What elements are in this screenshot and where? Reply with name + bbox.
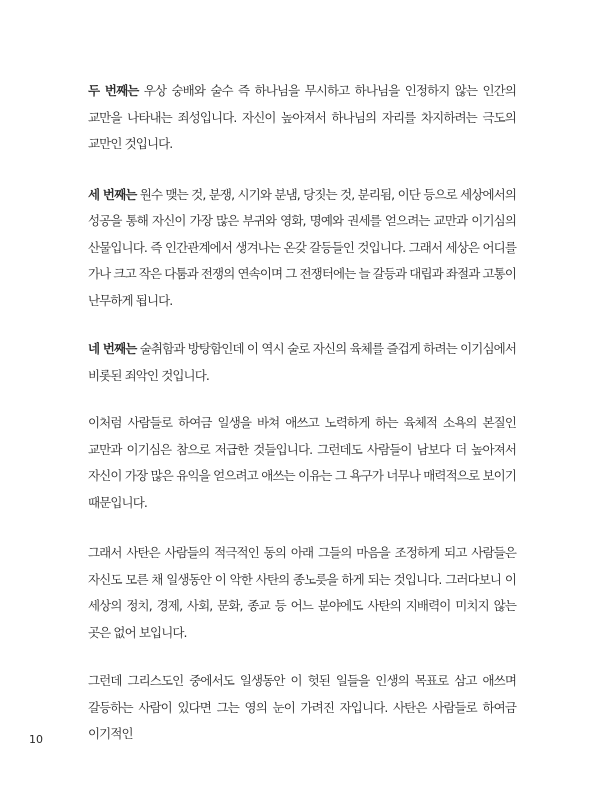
paragraph-text: 원수 맺는 것, 분쟁, 시기와 분냄, 당짓는 것, 분리됨, 이단 등으로 세상에서의 성공을 통해 자신이 가장 많은 부귀와 영화, 명예와 권세를 얻으려는 교만과 이기심의 산물입니다. 즉 인간관계에서 생겨나는 온갖 갈등들인 것입니다. 그래서 세상은 어디를 가나 크고 작은 다툼과 전쟁의 연속이며 그 전쟁터에는 늘 갈등과 대립과 좌절과 고통이 난무하게 됩니다. xyxy=(88,186,517,308)
page-content xyxy=(88,78,516,772)
paragraph-second-sin xyxy=(88,78,516,158)
page-number: 10 xyxy=(29,733,43,746)
paragraph-fourth-sin xyxy=(88,336,516,389)
paragraph-text: 그래서 사탄은 사람들의 적극적인 동의 아래 그들의 마음을 조정하게 되고 사람들은 자신도 모른 채 일생동안 이 악한 사탄의 종노릇을 하게 되는 것입니다. 그러다보니 이 세상의 정치, 경제, 사회, 문화, 종교 등 어느 분야에도 사탄의 지배력이 미치지 않는 곳은 없어 보입니다. xyxy=(88,545,516,640)
paragraph-text: 그런데 그리스도인 중에서도 일생동안 이 헛된 일들을 인생의 목표로 삼고 애쓰며 갈등하는 사람이 있다면 그는 영의 눈이 가려진 자입니다. 사탄은 사람들로 하여금 이기적인 xyxy=(88,673,516,741)
paragraph-text: 우상 숭배와 술수 즉 하나님을 무시하고 하나님을 인정하지 않는 인간의 교만을 나타내는 죄성입니다. 자신이 높아져서 하나님의 자리를 차지하려는 극도의 교만인 것입니다. xyxy=(88,83,517,151)
paragraph-text: 이처럼 사람들로 하여금 일생을 바쳐 애쓰고 노력하게 하는 육체적 소욕의 본질인 교만과 이기심은 참으로 저급한 것들입니다. 그런데도 사람들이 남보다 더 높아져서 자신이 가장 많은 유익을 얻으려고 애쓰는 이유는 그 욕구가 너무나 매력적으로 보이기 때문입니다. xyxy=(88,415,516,510)
paragraph-lead: 세 번째는 xyxy=(88,186,137,202)
paragraph-lead: 네 번째는 xyxy=(88,341,137,356)
paragraph-text: 술취함과 방탕함인데 이 역시 술로 자신의 육체를 즐겁게 하려는 이기심에서 비롯된 죄악인 것입니다. xyxy=(88,341,516,383)
paragraph-christians xyxy=(88,668,516,748)
paragraph-lead: 두 번째는 xyxy=(88,83,139,98)
paragraph-third-sin xyxy=(88,182,516,315)
paragraph-pride-selfishness xyxy=(88,410,516,516)
paragraph-satan-control xyxy=(88,540,516,646)
